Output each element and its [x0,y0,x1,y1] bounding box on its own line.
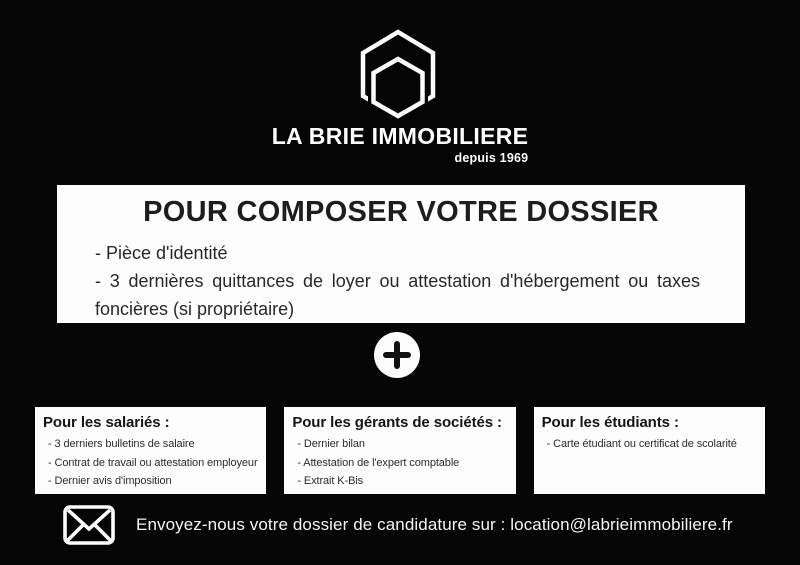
brand-tagline: depuis 1969 [454,151,529,165]
category-box-salaries [35,407,266,494]
plus-icon [374,332,420,378]
footer-text: Envoyez-nous votre dossier de candidature sur : location@labrieimmobiliere.fr [136,515,733,534]
category-box-gerants [284,407,515,494]
categories-row [35,407,765,494]
category-items [542,435,759,454]
category-item: - Dernier avis d'imposition [48,475,172,488]
envelope-icon [63,505,115,545]
category-title: Pour les étudiants : [541,414,679,431]
brand-block [272,125,529,165]
panel-item: - 3 dernières quittances de loyer ou attestation d'hébergement ou taxes foncières (si propriétaire) [95,270,700,319]
footer [63,505,733,545]
brand-name: LA BRIE IMMOBILIERE [271,123,529,149]
category-title: Pour les gérants de sociétés : [292,414,502,431]
category-item: - Carte étudiant ou certificat de scolarité [546,438,737,450]
category-items [292,435,509,491]
dossier-panel [57,185,745,323]
category-item: - 3 derniers bulletins de salaire [48,438,195,450]
category-item: - Extrait K-Bis [297,475,364,488]
hexagon-logo-icon [359,27,437,122]
category-box-etudiants [534,407,765,494]
category-item: - Attestation de l'expert comptable [297,456,460,469]
panel-item: - Pièce d'identité [95,242,228,263]
category-items [43,435,260,491]
category-item: - Dernier bilan [297,438,365,450]
panel-list [95,240,700,324]
category-item: - Contrat de travail ou attestation employeur [48,456,258,469]
category-title: Pour les salariés : [43,414,170,431]
panel-title: POUR COMPOSER VOTRE DOSSIER [143,196,659,228]
